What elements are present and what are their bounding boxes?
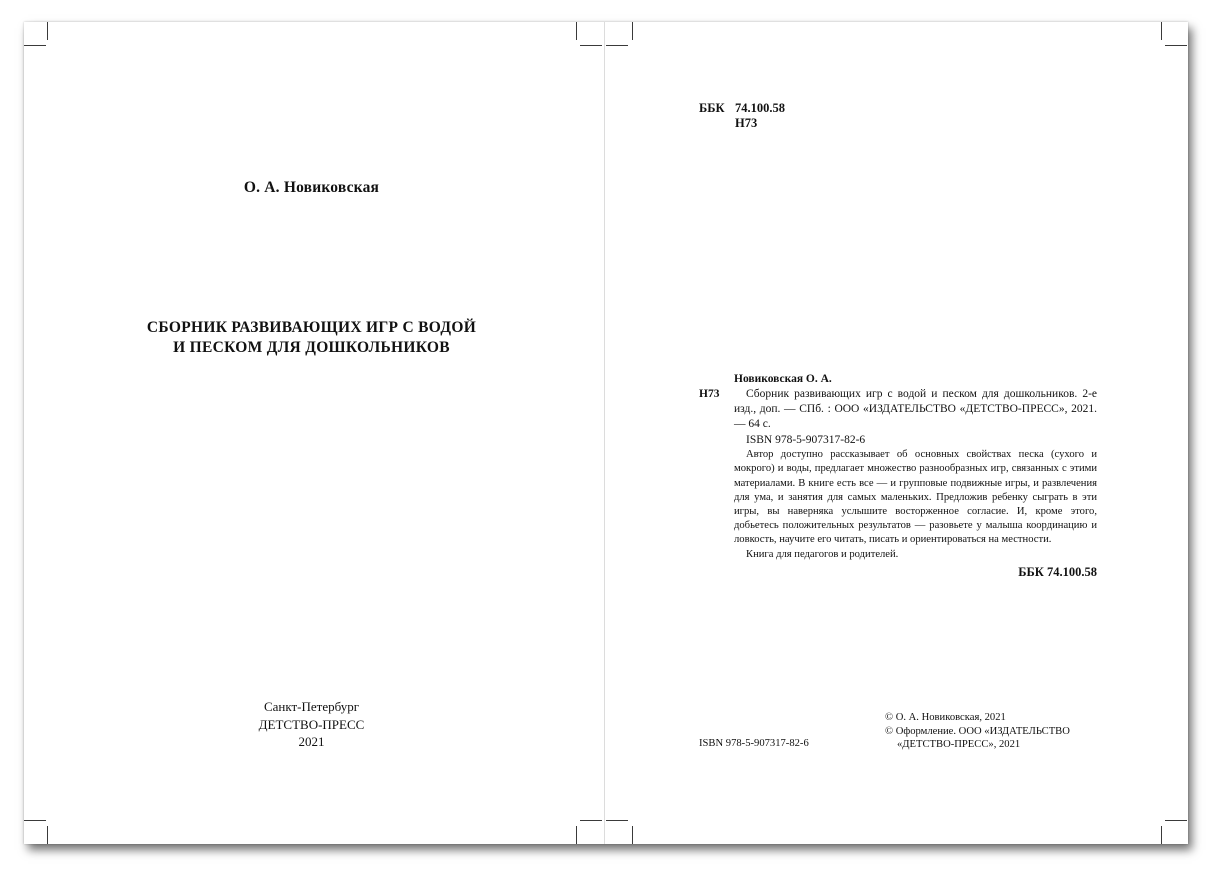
book-title-line: И ПЕСКОМ ДЛЯ ДОШКОЛЬНИКОВ	[173, 339, 450, 356]
book-author: О. А. Новиковская	[243, 179, 380, 196]
book-title	[24, 318, 599, 358]
imprint	[24, 698, 599, 751]
copyright-design-cont: «ДЕТСТВО-ПРЕСС», 2021	[897, 739, 1021, 750]
imprint-year: 2021	[298, 734, 325, 749]
footer-isbn: ISBN 978-5-907317-82-6	[699, 738, 809, 749]
title-page	[24, 22, 604, 844]
catalog-annotation-block	[699, 448, 1097, 562]
imprint-city: Санкт-Петербург	[263, 699, 360, 714]
book-title-line: СБОРНИК РАЗВИВАЮЩИХ ИГР С ВОДОЙ	[146, 319, 477, 336]
catalog-author: Новиковская О. А.	[734, 373, 832, 385]
author-mark: Н73	[735, 116, 758, 130]
copyright-block	[885, 711, 1070, 752]
copyright-page	[605, 22, 1188, 844]
catalog-isbn: ISBN 978-5-907317-82-6	[746, 434, 866, 447]
copyright-design: © Оформление. ООО «ИЗДАТЕЛЬСТВО	[885, 725, 1070, 737]
catalog-description-block	[699, 387, 1097, 432]
catalog-record	[699, 372, 1097, 579]
copyright-author: © О. А. Новиковская, 2021	[885, 712, 1006, 723]
bbk-block	[699, 101, 785, 131]
bbk-label: ББК	[699, 101, 725, 115]
catalog-annotation: Автор доступно рассказывает об основных свойствах песка (сухого и мокрого) и воды, предлагает множество разнообразных игр, связанных с этими материалами. В книге есть все — и групповые подвижные игры, и развлечения для ума, и занятия для самых маленьких. Предложив ребенку сыграть в эти игры, вы наверняка услышите восторженное согласие. И, кроме этого, добьетесь положительных результатов — разовьете у малыша координацию и ловкость, научите его читать, писать и ориентироваться на местности.	[734, 449, 1097, 546]
catalog-bbk: ББК 74.100.58	[1018, 564, 1097, 579]
catalog-audience: Книга для педагогов и родителей.	[746, 548, 899, 560]
imprint-publisher: ДЕТСТВО-ПРЕСС	[258, 716, 365, 732]
catalog-description: Сборник развивающих игр с водой и песком для дошкольников. 2-е изд., доп. — СПб. : ООО «ИЗДАТЕЛЬСТВО «ДЕТСТВО-ПРЕСС», 2021. — 64 с.	[734, 388, 1097, 431]
catalog-code: Н73	[699, 388, 720, 401]
bbk-code: 74.100.58	[735, 101, 785, 115]
book-spread	[24, 22, 1188, 844]
